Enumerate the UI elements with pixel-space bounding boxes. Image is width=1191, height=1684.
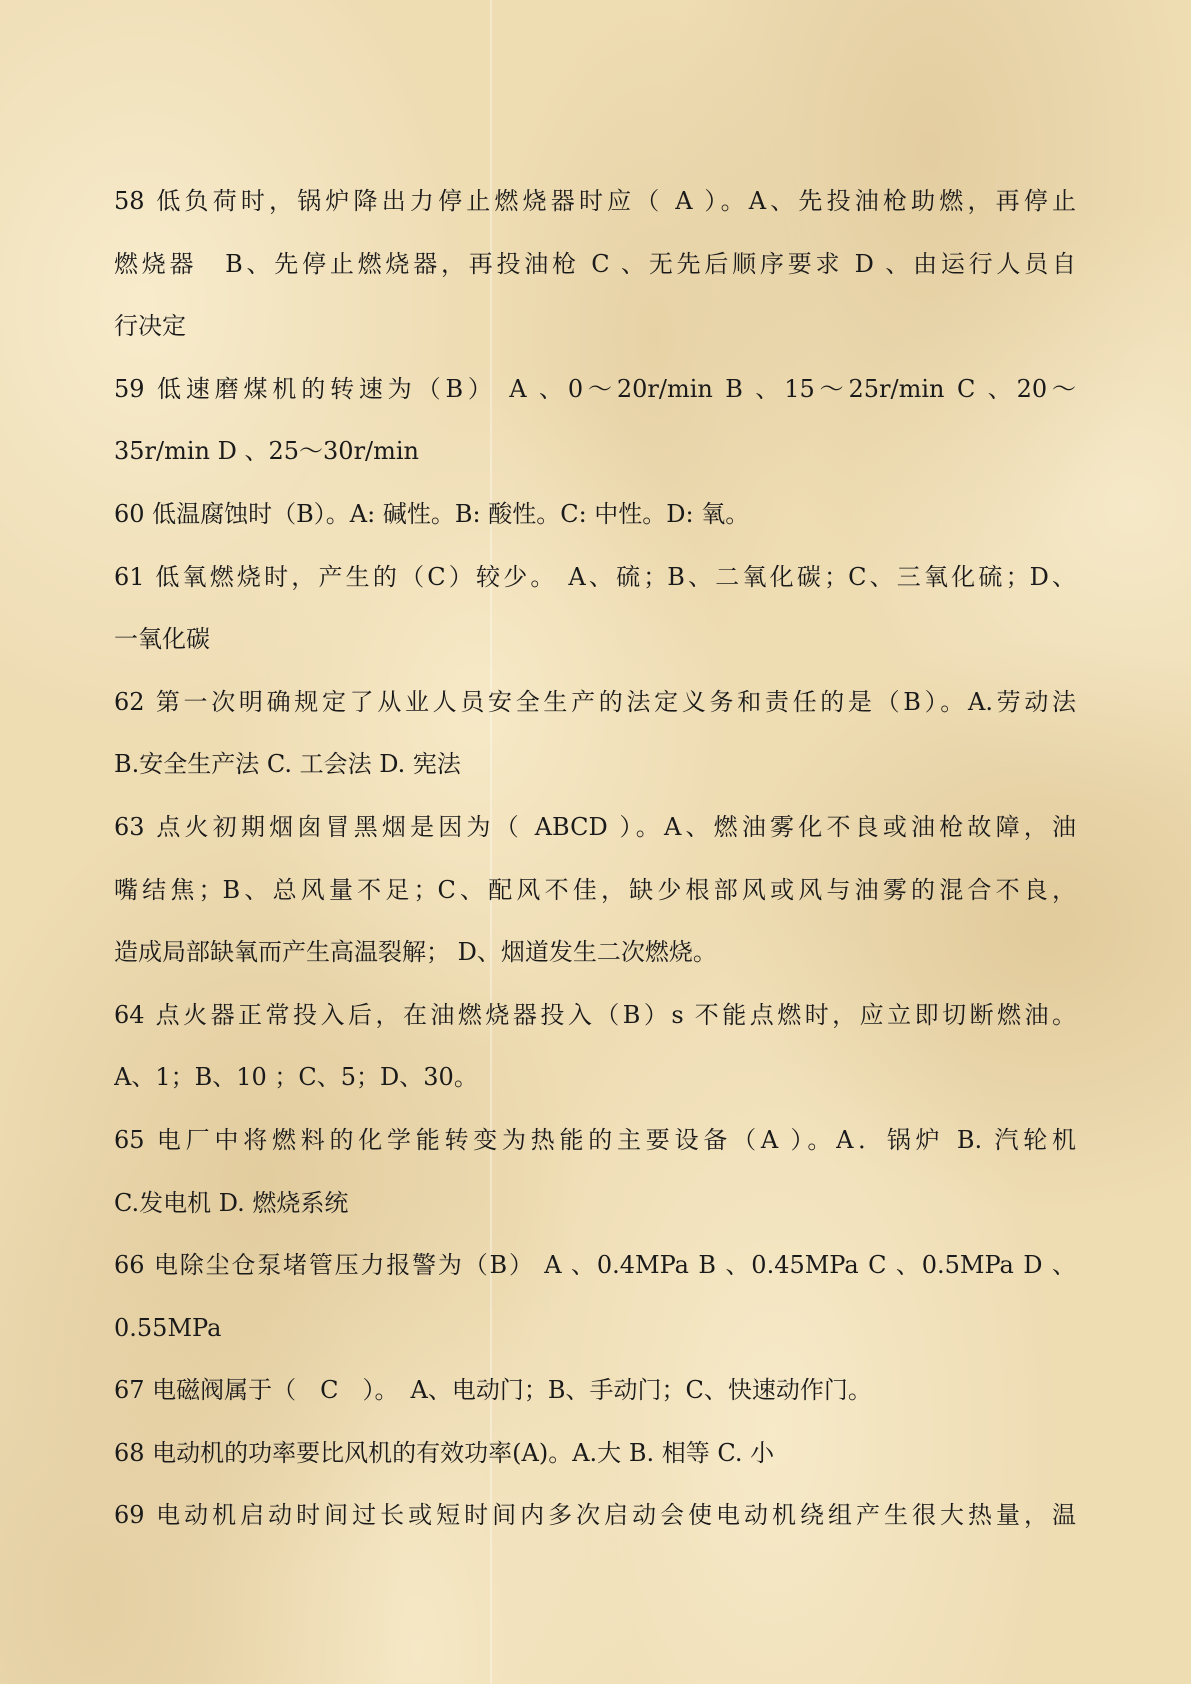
text-line: B.安全生产法 C. 工会法 D. 宪法 <box>114 750 461 779</box>
text-line: C.发电机 D. 燃烧系统 <box>114 1188 349 1217</box>
text-line: 59 低速磨煤机的转速为（B） A 、0～20r/min B 、15～25r/min C 、20～ <box>114 374 1076 403</box>
document-body <box>114 170 1076 1547</box>
text-line: 58 低负荷时，锅炉降出力停止燃烧器时应（ A ）。A、先投油枪助燃，再停止 <box>114 187 1076 215</box>
text-line: 65 电厂中将燃料的化学能转变为热能的主要设备（A ）。A．锅炉 B. 汽轮机 <box>114 1125 1076 1154</box>
text-line: 造成局部缺氧而产生高温裂解； D、烟道发生二次燃烧。 <box>114 938 717 967</box>
text-line: 68 电动机的功率要比风机的有效功率(A)。A.大 B. 相等 C. 小 <box>114 1438 775 1467</box>
text-line: 67 电磁阀属于（ C ）。 A、电动门；B、手动门；C、快速动作门。 <box>114 1376 872 1405</box>
text-line: 35r/min D 、25～30r/min <box>114 437 420 466</box>
text-line: 60 低温腐蚀时（B）。A: 碱性。B: 酸性。C: 中性。D: 氧。 <box>114 499 750 528</box>
text-line: A、1；B、10 ；C、5；D、30。 <box>114 1063 478 1092</box>
text-line: 64 点火器正常投入后，在油燃烧器投入（B）s 不能点燃时，应立即切断燃油。 <box>114 1000 1076 1029</box>
text-line: 0.55MPa <box>114 1313 222 1342</box>
text-line: 69 电动机启动时间过长或短时间内多次启动会使电动机绕组产生很大热量，温 <box>114 1501 1076 1530</box>
text-line: 66 电除尘仓泵堵管压力报警为（B） A 、0.4MPa B 、0.45MPa C 、0.5MPa D 、 <box>114 1251 1076 1280</box>
text-line: 63 点火初期烟囱冒黑烟是因为（ ABCD ）。A、燃油雾化不良或油枪故障，油 <box>114 812 1076 841</box>
text-line: 61 低氧燃烧时，产生的（C）较少。 A、硫；B、二氧化碳；C、三氧化硫；D、 <box>114 562 1076 591</box>
text-line: 一氧化碳 <box>114 625 210 654</box>
text-line: 62 第一次明确规定了从业人员安全生产的法定义务和责任的是（B）。A.劳动法 <box>114 687 1076 716</box>
text-line: 行决定 <box>114 312 186 341</box>
text-line: 燃烧器 B、先停止燃烧器，再投油枪 C 、无先后顺序要求 D 、由运行人员自 <box>114 249 1076 278</box>
text-line: 嘴结焦；B、总风量不足；C、配风不佳，缺少根部风或风与油雾的混合不良， <box>114 875 1076 904</box>
